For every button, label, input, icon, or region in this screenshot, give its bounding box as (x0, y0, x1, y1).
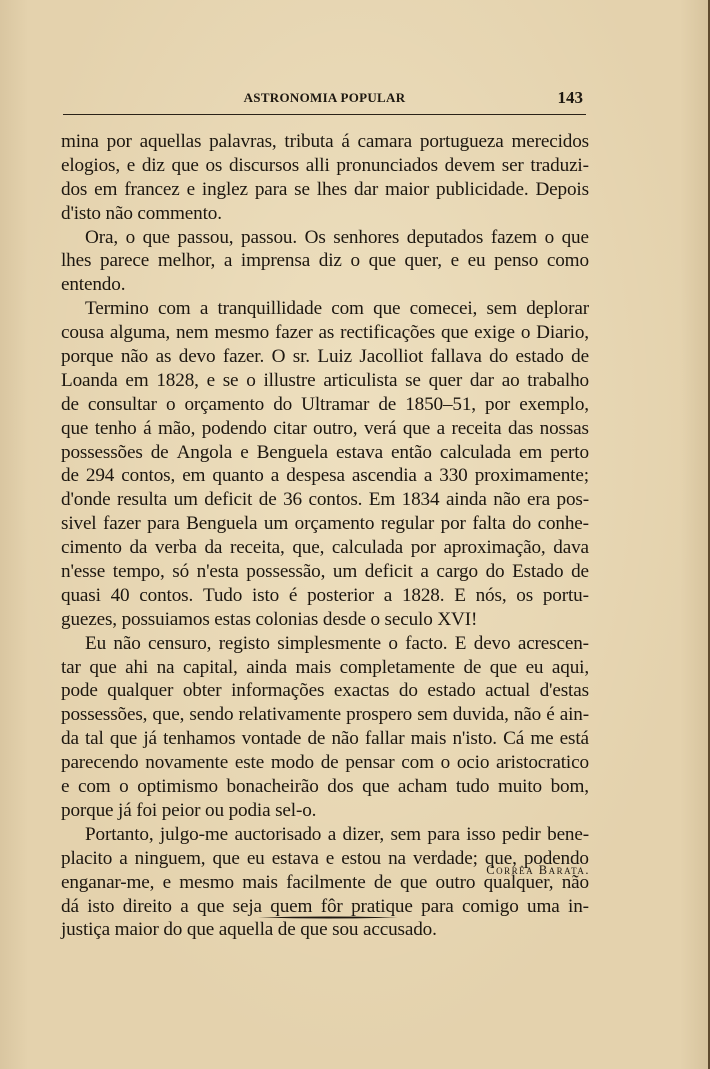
text-line: pode qualquer obter informações exactas do estado actual d'estas (61, 680, 589, 702)
text-line: da tal que já tenhamos vontade de não fallar mais n'isto. Cá me está (61, 728, 589, 750)
text-line: Ora, o que passou, passou. Os senhores deputados fazem o que (85, 226, 589, 248)
text-line: entendo. (61, 274, 126, 296)
text-line: de consultar o orçamento do Ultramar de 1850–51, por exemplo, (61, 393, 589, 415)
text-line: cousa alguma, nem mesmo fazer as rectificações que exige o Diario, (61, 322, 589, 344)
text-line: dá isto direito a que seja quem fôr pratique para comigo uma in- (61, 895, 589, 917)
author-signature: Corrêa Barata. (486, 863, 590, 877)
text-line: d'isto não commento. (61, 202, 222, 224)
text-line: Termino com a tranquillidade com que comecei, sem deplorar (85, 298, 589, 320)
text-line: Loanda em 1828, e se o illustre articulista se quer dar ao trabalho (61, 369, 589, 391)
end-ornament-rule (258, 916, 398, 919)
text-line: lhes parece melhor, a imprensa diz o que quer, e eu penso como (61, 250, 589, 272)
text-line: que tenho á mão, podendo citar outro, verá que a receita das nossas (61, 417, 589, 439)
running-header (63, 88, 586, 106)
text-line: possessões, que, sendo relativamente prospero sem duvida, não é ain- (61, 704, 589, 726)
page-number: 143 (557, 88, 583, 107)
text-line: porque não as devo fazer. O sr. Luiz Jacolliot fallava do estado de (61, 346, 589, 368)
text-line: cimento da verba da receita, que, calculada por aproximação, dava (61, 537, 589, 559)
text-line: Eu não censuro, registo simplesmente o facto. E devo acrescen- (85, 632, 589, 654)
text-line: quasi 40 contos. Tudo isto é posterior a 1828. E nós, os portu- (61, 584, 589, 606)
body-text (61, 130, 589, 942)
text-line: Portanto, julgo-me auctorisado a dizer, sem para isso pedir bene- (85, 823, 589, 845)
text-line: guezes, possuiamos estas colonias desde o seculo XVI! (61, 608, 478, 630)
text-line: possessões de Angola e Benguela estava então calculada em perto (61, 441, 589, 463)
text-line: enganar-me, e mesmo mais facilmente de que outro qualquer, não (61, 871, 589, 893)
text-line: tar que ahi na capital, ainda mais completamente de que eu aqui, (61, 656, 589, 678)
text-line: justiça maior do que aquella de que sou accusado. (61, 919, 437, 941)
text-line: de 294 contos, em quanto a despesa ascendia a 330 proximamente; (61, 465, 589, 487)
text-line: sivel fazer para Benguela um orçamento regular por falta do conhe- (61, 513, 589, 535)
running-title: ASTRONOMIA POPULAR (243, 90, 406, 105)
text-line: elogios, e diz que os discursos alli pronunciados devem ser traduzi- (61, 154, 589, 176)
text-line: mina por aquellas palavras, tributa á camara portugueza merecidos (61, 131, 589, 152)
text-line: porque já foi peior ou podia sel-o. (61, 799, 317, 821)
text-line: parecendo novamente este modo de pensar com o ocio aristocratico (61, 752, 589, 774)
text-line: e com o optimismo bonacheirão dos que acham tudo muito bom, (61, 776, 589, 798)
header-rule (63, 114, 586, 115)
text-line: d'onde resulta um deficit de 36 contos. Em 1834 ainda não era pos- (61, 489, 589, 511)
text-line: dos em francez e inglez para se lhes dar maior publicidade. Depois (61, 178, 589, 200)
text-line: placito a ninguem, que eu estava e estou na verdade; que, podendo (61, 847, 589, 869)
text-line: n'esse tempo, só n'esta possessão, um deficit a cargo do Estado de (61, 561, 589, 583)
